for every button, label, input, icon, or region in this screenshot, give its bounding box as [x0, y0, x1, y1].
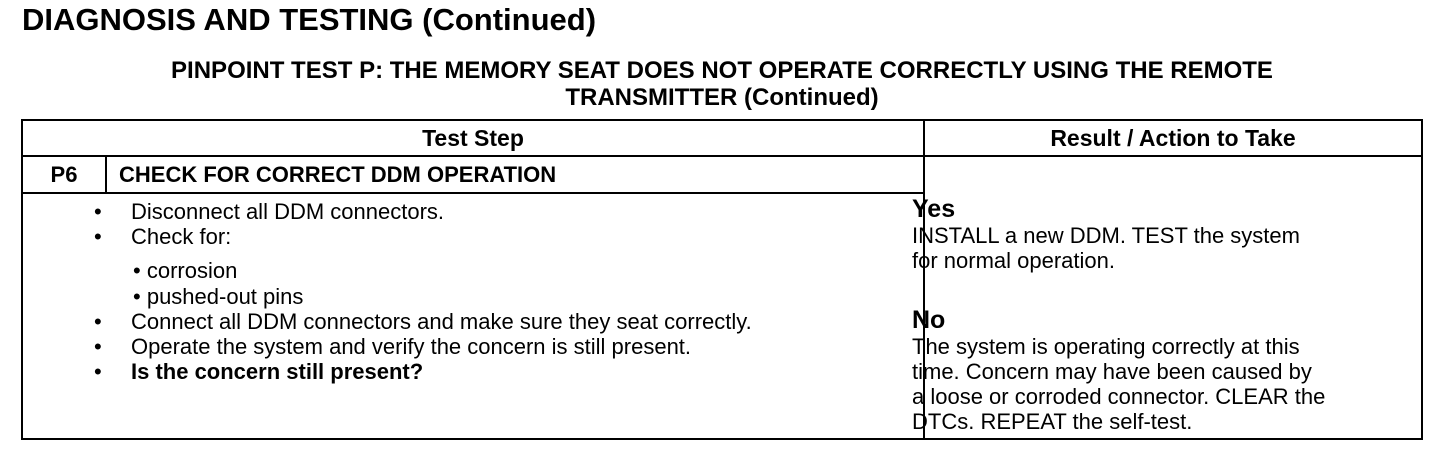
result-yes-label: Yes — [912, 195, 956, 223]
result-no-text: The system is operating correctly at this — [912, 334, 1300, 359]
result-no-text: a loose or corroded connector. CLEAR the — [912, 384, 1326, 409]
result-no-text: time. Concern may have been caused by — [912, 359, 1312, 384]
result-no-text: DTCs. REPEAT the self-test. — [912, 409, 1193, 434]
step-row-divider — [23, 192, 924, 194]
bullet-mark: • — [94, 199, 102, 224]
check-item-text: pushed-out pins — [146, 284, 304, 309]
instruction-item: Check for: — [131, 224, 232, 249]
instruction-question: Is the concern still present? — [131, 359, 424, 384]
check-item — [133, 284, 303, 309]
check-item — [133, 258, 237, 283]
result-yes-text: for normal operation. — [912, 248, 1115, 273]
step-id-divider — [105, 156, 107, 193]
result-no-label: No — [912, 306, 946, 334]
test-title-line-1: PINPOINT TEST P: THE MEMORY SEAT DOES NOT OPERATE CORRECTLY USING THE REMOTE — [171, 57, 1273, 84]
step-id: P6 — [50, 162, 78, 187]
instruction-item: Disconnect all DDM connectors. — [131, 199, 445, 224]
instruction-item: Connect all DDM connectors and make sure they seat correctly. — [131, 309, 752, 334]
sub-bullet-mark: • — [133, 258, 141, 283]
header-result-action: Result / Action to Take — [1050, 125, 1296, 151]
check-item-text: corrosion — [146, 258, 238, 283]
bullet-mark: • — [94, 359, 102, 384]
header-test-step: Test Step — [422, 125, 524, 151]
bullet-mark: • — [94, 309, 102, 334]
bullet-mark: • — [94, 224, 102, 249]
pinpoint-test-title — [22, 57, 1422, 111]
instruction-item: Operate the system and verify the concern is still present. — [131, 334, 692, 359]
sub-bullet-mark: • — [133, 284, 141, 309]
bullet-mark: • — [94, 334, 102, 359]
test-title-line-2: TRANSMITTER (Continued) — [565, 84, 879, 111]
result-yes-text: INSTALL a new DDM. TEST the system — [912, 223, 1300, 248]
page-heading: DIAGNOSIS AND TESTING (Continued) — [22, 2, 597, 37]
step-title: CHECK FOR CORRECT DDM OPERATION — [119, 162, 557, 187]
